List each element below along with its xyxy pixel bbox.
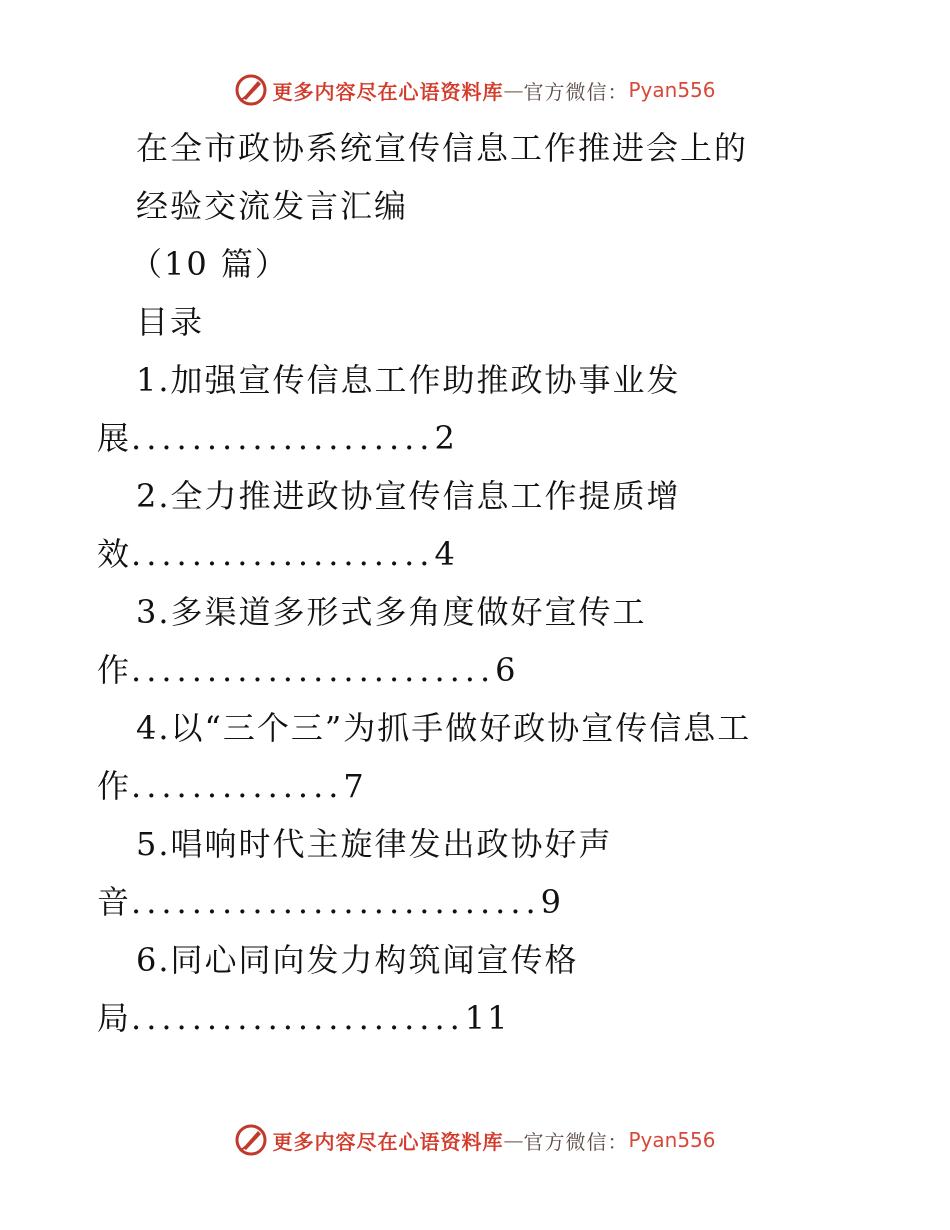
toc-item-1-leader[interactable] (97, 418, 457, 458)
toc-item-1-dots: .................... (131, 419, 435, 457)
toc-item-1-cont: 展 (97, 419, 132, 457)
toc-item-3-cont: 作 (97, 651, 132, 689)
quill-logo-icon (234, 73, 268, 107)
toc-item-3-leader[interactable] (97, 650, 518, 690)
toc-item-6-leader[interactable] (97, 998, 510, 1038)
banner-wechat-id: Pyan556 (628, 1128, 716, 1152)
toc-item-1-title[interactable]: 1.加强宣传信息工作助推政协事业发 (136, 361, 681, 399)
banner-wechat-id: Pyan556 (628, 78, 716, 102)
toc-item-6-title[interactable]: 6.同心同向发力构筑闻宣传格 (136, 941, 579, 979)
toc-item-5-page: 9 (540, 883, 564, 921)
document-title-line-1: 在全市政协系统宣传信息工作推进会上的 (136, 129, 749, 167)
toc-heading: 目录 (136, 303, 205, 341)
toc-item-2-leader[interactable] (97, 534, 457, 574)
toc-item-4-dots: .............. (131, 767, 344, 805)
toc-item-5-cont: 音 (97, 883, 132, 921)
banner-site-text: 更多内容尽在心语资料库 (272, 1129, 504, 1154)
document-count: （10 篇） (130, 245, 289, 283)
toc-item-4-cont: 作 (97, 767, 132, 805)
header-banner (0, 68, 950, 112)
banner-official-label: 官方微信： (523, 1129, 629, 1154)
footer-banner (0, 1118, 950, 1162)
toc-item-4-page: 7 (343, 767, 366, 805)
toc-item-4-title[interactable]: 4.以“三个三”为抓手做好政协宣传信息工 (136, 709, 752, 747)
toc-item-1-page: 2 (434, 419, 457, 457)
toc-item-2-dots: .................... (131, 535, 435, 573)
quill-logo-icon (234, 1123, 268, 1157)
banner-dash: — (503, 1128, 524, 1152)
banner-dash: — (503, 78, 524, 102)
banner-site-text: 更多内容尽在心语资料库 (272, 79, 504, 104)
toc-item-3-title[interactable]: 3.多渠道多形式多角度做好宣传工 (136, 593, 647, 631)
toc-item-6-dots: ...................... (131, 999, 465, 1037)
toc-item-5-dots: ........................... (131, 883, 541, 921)
banner-official-label: 官方微信： (523, 79, 629, 104)
document-title-line-2: 经验交流发言汇编 (136, 187, 409, 225)
toc-item-5-title[interactable]: 5.唱响时代主旋律发出政协好声 (136, 825, 613, 863)
toc-item-2-page: 4 (434, 535, 457, 573)
toc-item-2-cont: 效 (97, 535, 132, 573)
toc-item-3-page: 6 (495, 651, 518, 689)
toc-item-6-cont: 局 (97, 999, 132, 1037)
toc-item-4-leader[interactable] (97, 766, 366, 806)
toc-item-5-leader[interactable] (97, 882, 563, 922)
toc-item-2-title[interactable]: 2.全力推进政协宣传信息工作提质增 (136, 477, 681, 515)
toc-item-6-page: 11 (464, 999, 510, 1037)
toc-item-3-dots: ........................ (131, 651, 496, 689)
